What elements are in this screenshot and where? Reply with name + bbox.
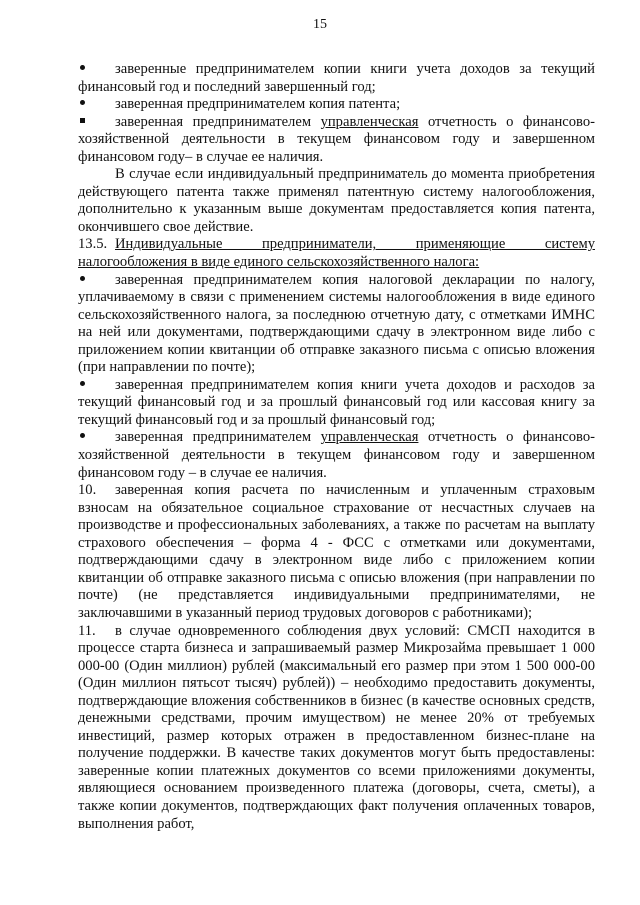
list-item-text: заверенная предпринимателем копия налоговой декларации по налогу, уплачиваемому в связи с применением системы налогообложения в виде единого сельскохозяйственного налога, за последнюю отчетную дату, с отметками ИМНС на ней или документами, подтверждающими сдачу в электронном виде либо с приложением копии квитанции об отправке заказного письма с описью вложения (при направлении по почте); xyxy=(78,271,595,376)
document-body xyxy=(78,61,595,833)
list-item-text: заверенные предпринимателем копии книги учета доходов за текущий финансовый год и последний завершенный год; xyxy=(78,61,595,95)
numbered-item xyxy=(78,623,595,834)
list-item xyxy=(78,429,595,482)
square-bullet-icon xyxy=(78,114,115,132)
paragraph: В случае если индивидуальный предприниматель до момента приобретения действующего патента также применял патентную систему налогообложения, дополнительно к указанным выше документам предоставляется копия патента, окончившего свое действие. xyxy=(78,166,595,235)
list-item-text: отчетность о финансово-хозяйственной деятельности в текущем финансовом году и завершенном финансовом году– в случае ее наличия. xyxy=(78,113,595,165)
item-number: 11. xyxy=(78,622,96,639)
underlined-word: управленческая xyxy=(320,113,419,130)
item-text: в случае одновременного соблюдения двух условий: СМСП находится в процессе старта бизнеса и запрашиваемый размер Микрозайма превышает 1 000 000-00 (Один миллион) рублей (максимальный его размер при этом 1 500 000-00 (Один миллион пятьсот тысяч) рублей)) – необходимо предоставить документы, подтверждающие вложения собственников в бизнес (в качестве основных средств, денежными средствами, прочим имуществом) не менее 20% от требуемых инвестиций, размер которых отражен в предоставленном бизнес-плане на получение поддержки. В качестве таких документов могут быть предоставлены: заверенные копии платежных документов со всеми приложениями документы, являющиеся основанием произведенного платежа (договоры, счета, сметы), а также копии документов, подтверждающих факт получения оплаченных товаров, выполнения работ, xyxy=(78,622,595,832)
list-item-text: заверенная предпринимателем xyxy=(115,429,321,446)
numbered-item xyxy=(78,482,595,622)
section-heading xyxy=(78,236,595,271)
page-number: 15 xyxy=(313,17,327,32)
bullet-icon xyxy=(78,377,115,395)
bullet-icon xyxy=(78,61,115,79)
list-item-text: заверенная предпринимателем копия патента; xyxy=(115,96,401,113)
list-item xyxy=(78,377,595,430)
bullet-icon xyxy=(78,429,115,447)
bullet-icon xyxy=(78,272,115,290)
section-number: 13.5. xyxy=(78,236,108,253)
list-item xyxy=(78,96,595,114)
list-item xyxy=(78,272,595,377)
list-item-text: заверенная предпринимателем xyxy=(115,113,321,130)
list-item-text: отчетность о финансово-хозяйственной деятельности в текущем финансовом году и завершенном финансовом году – в случае ее наличия. xyxy=(78,429,595,481)
item-number: 10. xyxy=(78,482,97,499)
list-item-text: заверенная предпринимателем копия книги учета доходов и расходов за текущий финансовый год и за прошлый финансовый год или кассовая книгу за текущий финансовый год и за прошлый финансовый год; xyxy=(78,376,595,428)
list-item xyxy=(78,114,595,167)
underlined-word: управленческая xyxy=(320,429,419,446)
bullet-icon xyxy=(78,96,115,114)
section-title: Индивидуальные предприниматели, применяющие систему налогообложения в виде единого сельскохозяйственного налога: xyxy=(78,236,595,271)
list-item xyxy=(78,61,595,96)
item-text: заверенная копия расчета по начисленным и уплаченным страховым взносам на обязательное социальное страхование от несчастных случаев на производстве и профессиональных заболеваниях, а также по расчетам на выплату страхового обеспечения – форма 4 - ФСС с отметками или документами, подтверждающими сдачу в электронном виде либо с приложением копии квитанции об отправке заказного письма с описью вложения (при направлении по почте) (не представляется индивидуальными предпринимателями, не заключавшими в указанный период трудовых договоров с работниками); xyxy=(78,482,595,621)
